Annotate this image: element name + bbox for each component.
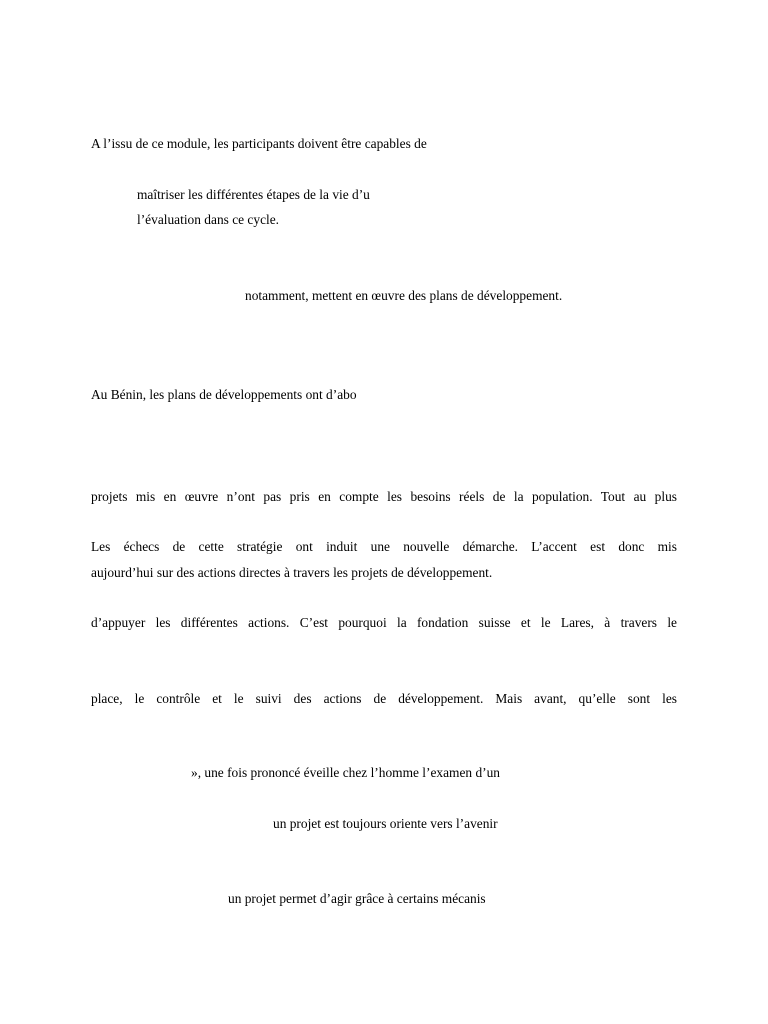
text-line: A l’issu de ce module, les participants doivent être capables de <box>91 136 427 151</box>
text-line: », une fois prononcé éveille chez l’homme l’examen d’un <box>191 765 500 780</box>
text-line: Les échecs de cette stratégie ont induit une nouvelle démarche. L’accent est donc mis <box>91 539 677 554</box>
text-line: l’évaluation dans ce cycle. <box>137 212 280 227</box>
text-line: place, le contrôle et le suivi des actions de développement. Mais avant, qu’elle sont les <box>91 691 677 706</box>
text-line: projets mis en œuvre n’ont pas pris en compte les besoins réels de la population. Tout au plus <box>91 489 677 504</box>
text-line: d’appuyer les différentes actions. C’est pourquoi la fondation suisse et le Lares, à travers le <box>91 615 677 630</box>
text-line: un projet permet d’agir grâce à certains mécanis <box>228 891 486 906</box>
text-line: notamment, mettent en œuvre des plans de développement. <box>245 288 563 303</box>
text-line: un projet est toujours oriente vers l’avenir <box>273 816 498 831</box>
text-line: aujourd’hui sur des actions directes à travers les projets de développement. <box>91 565 493 580</box>
text-line: maîtriser les différentes étapes de la vie d’u <box>137 187 370 202</box>
text-line: Au Bénin, les plans de développements ont d’abo <box>91 387 357 402</box>
